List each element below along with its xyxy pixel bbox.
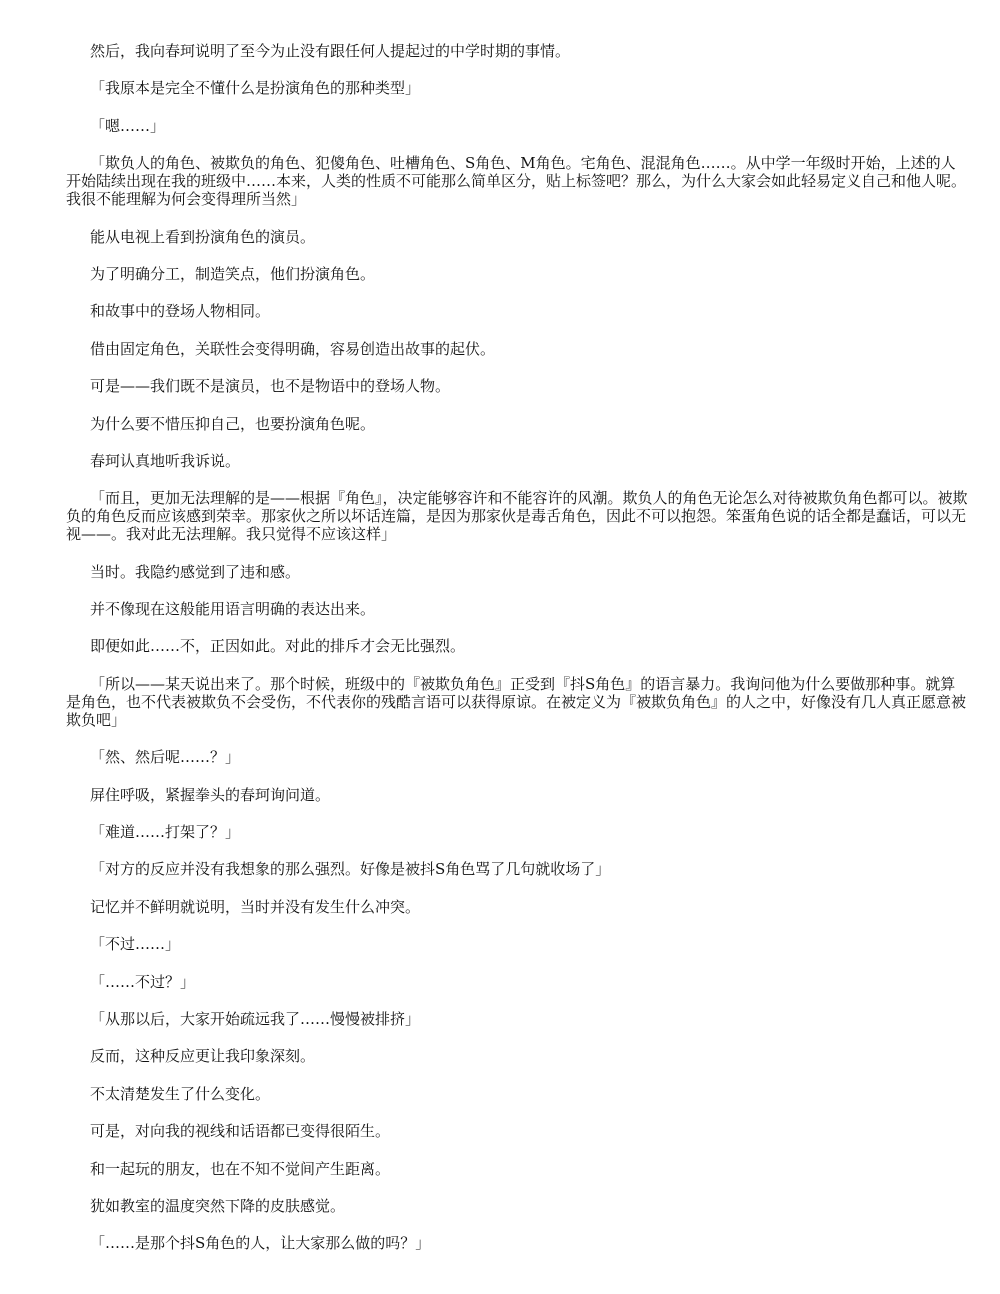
paragraph: 「然、然后呢……？」 (90, 748, 241, 767)
paragraph: 并不像现在这般能用语言明确的表达出来。 (90, 600, 376, 619)
paragraph: 为了明确分工，制造笑点，他们扮演角色。 (90, 264, 376, 283)
paragraph: 为什么要不惜压抑自己，也要扮演角色呢。 (90, 414, 376, 433)
paragraph: 不太清楚发生了什么变化。 (90, 1084, 271, 1103)
paragraph: 「所以——某天说出来了。那个时候，班级中的『被欺负角色』正受到『抖S角色』的语言暴力。我询问他为什么要做那种事。就算是角色，也不代表被欺负不会受伤，不代表你的残酷言语可以获得原谅。在被定义为『被欺负角色』的人之中，好像没有几人真正愿意被欺负吧」 (66, 674, 967, 729)
paragraph: 「对方的反应并没有我想象的那么强烈。好像是被抖S角色骂了几句就收场了」 (90, 860, 611, 879)
paragraph: 然后，我向春珂说明了至今为止没有跟任何人提起过的中学时期的事情。 (90, 42, 571, 60)
paragraph: 反而，这种反应更让我印象深刻。 (90, 1047, 316, 1066)
paragraph: 可是——我们既不是演员，也不是物语中的登场人物。 (90, 377, 451, 396)
paragraph: 「……不过？」 (90, 972, 196, 991)
paragraph: 当时。我隐约感觉到了违和感。 (90, 562, 301, 581)
paragraph: 屏住呼吸，紧握拳头的春珂询问道。 (90, 785, 331, 804)
paragraph: 「欺负人的角色、被欺负的角色、犯傻角色、吐槽角色、S角色、M角色。宅角色、混混角色……。从中学一年级时开始，上述的人开始陆续出现在我的班级中……本来，人类的性质不可能那么简单区分，贴上标签吧？那么，为什么大家会如此轻易定义自己和他人呢。我很不能理解为何会变得理所当然」 (66, 154, 967, 209)
paragraph: 「嗯……」 (90, 116, 166, 135)
document-page (66, 42, 970, 1272)
paragraph: 春珂认真地听我诉说。 (90, 451, 241, 470)
paragraph: 「而且，更加无法理解的是——根据『角色』，决定能够容许和不能容许的风潮。欺负人的角色无论怎么对待被欺负角色都可以。被欺负的角色反而应该感到荣幸。那家伙之所以坏话连篇，是因为那家伙是毒舌角色，因此不可以抱怨。笨蛋角色说的话全都是蠢话，可以无视——。我对此无法理解。我只觉得不应该这样」 (66, 489, 968, 544)
paragraph: 即便如此……不，正因如此。对此的排斥才会无比强烈。 (90, 637, 466, 656)
paragraph: 「……是那个抖S角色的人，让大家那么做的吗？」 (90, 1234, 431, 1253)
paragraph: 「从那以后，大家开始疏远我了……慢慢被排挤」 (90, 1009, 421, 1028)
paragraph: 能从电视上看到扮演角色的演员。 (90, 227, 316, 246)
paragraph: 借由固定角色，关联性会变得明确，容易创造出故事的起伏。 (90, 339, 496, 358)
paragraph: 「难道……打架了？」 (90, 823, 241, 842)
paragraph: 记忆并不鲜明就说明，当时并没有发生什么冲突。 (90, 897, 421, 916)
paragraph: 「不过……」 (90, 935, 181, 954)
paragraph: 「我原本是完全不懂什么是扮演角色的那种类型」 (90, 79, 421, 98)
paragraph: 和故事中的登场人物相同。 (90, 302, 271, 321)
paragraph: 可是，对向我的视线和话语都已变得很陌生。 (90, 1122, 391, 1141)
paragraph: 犹如教室的温度突然下降的皮肤感觉。 (90, 1196, 346, 1215)
paragraph: 和一起玩的朋友，也在不知不觉间产生距离。 (90, 1159, 391, 1178)
